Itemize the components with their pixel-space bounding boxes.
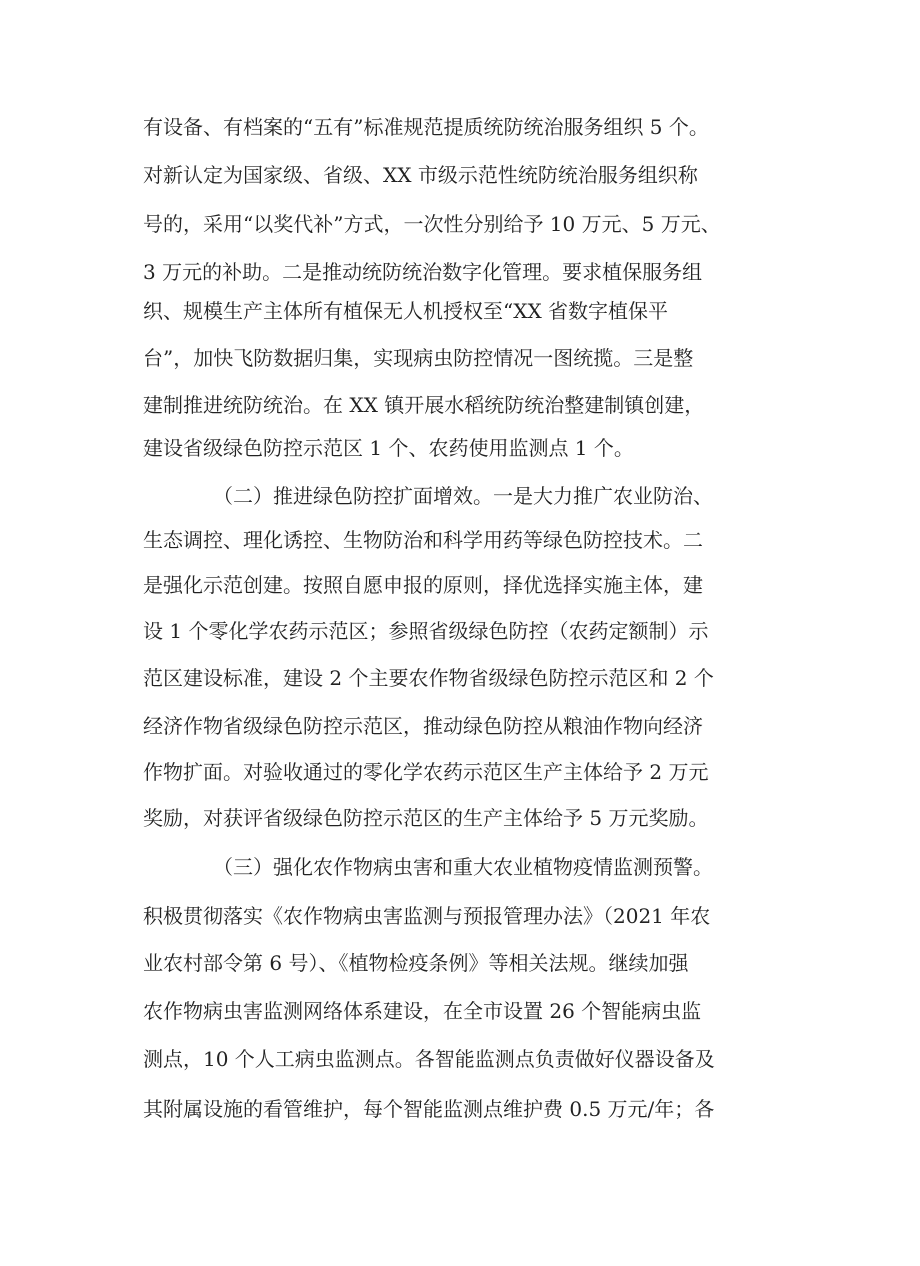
- paragraph-line: 号的，采用“以奖代补”方式，一次性分别给予 10 万元、5 万元、: [143, 212, 721, 236]
- paragraph-line: 是强化示范创建。按照自愿申报的原则，择优选择实施主体，建: [143, 573, 703, 597]
- paragraph-line: 测点，10 个人工病虫监测点。各智能监测点负责做好仪器设备及: [143, 1047, 715, 1071]
- paragraph-line: 生态调控、理化诱控、生物防治和科学用药等绿色防控技术。二: [143, 528, 703, 552]
- paragraph-line: 经济作物省级绿色防控示范区，推动绿色防控从粮油作物向经济: [143, 714, 703, 738]
- paragraph-line: 台”，加快飞防数据归集，实现病虫防控情况一图统揽。三是整: [143, 346, 694, 370]
- paragraph-line: 织、规模生产主体所有植保无人机授权至“XX 省数字植保平: [143, 299, 669, 323]
- paragraph-line: 对新认定为国家级、省级、XX 市级示范性统防统治服务组织称: [143, 163, 698, 187]
- paragraph-line: 范区建设标准，建设 2 个主要农作物省级绿色防控示范区和 2 个: [143, 666, 714, 690]
- paragraph-line: 其附属设施的看管维护，每个智能监测点维护费 0.5 万元/年；各: [143, 1097, 715, 1121]
- paragraph-line: 农作物病虫害监测网络体系建设，在全市设置 26 个智能病虫监: [143, 999, 702, 1023]
- paragraph-line: 作物扩面。对验收通过的零化学农药示范区生产主体给予 2 万元: [143, 760, 709, 784]
- paragraph-line: 设 1 个零化学农药示范区；参照省级绿色防控（农药定额制）示: [143, 619, 709, 643]
- paragraph-line: 有设备、有档案的“五有”标准规范提质统防统治服务组织 5 个。: [143, 115, 709, 139]
- paragraph-line: 业农村部令第 6 号）、《植物检疫条例》等相关法规。继续加强: [143, 951, 689, 975]
- paragraph-line: 奖励，对获评省级绿色防控示范区的生产主体给予 5 万元奖励。: [143, 806, 709, 830]
- paragraph-line: 建制推进统防统治。在 XX 镇开展水稻统防统治整建制镇创建，: [143, 393, 705, 417]
- paragraph-line: 积极贯彻落实《农作物病虫害监测与预报管理办法》（2021 年农: [143, 904, 711, 928]
- paragraph-line: 建设省级绿色防控示范区 1 个、农药使用监测点 1 个。: [143, 436, 634, 460]
- section-heading-line: （二）推进绿色防控扩面增效。一是大力推广农业防治、: [213, 484, 713, 508]
- section-heading-line: （三）强化农作物病虫害和重大农业植物疫情监测预警。: [213, 855, 713, 879]
- paragraph-line: 3 万元的补助。二是推动统防统治数字化管理。要求植保服务组: [143, 260, 703, 284]
